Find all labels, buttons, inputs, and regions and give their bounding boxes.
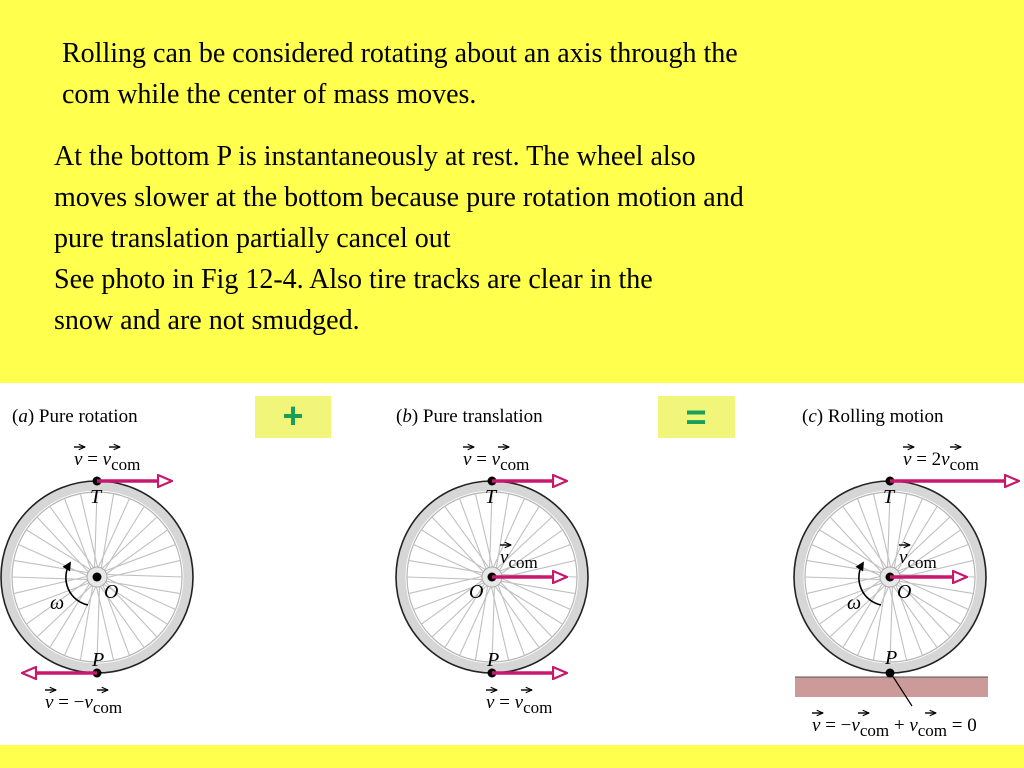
label-O-c: O (897, 581, 912, 603)
wheel-spoke (64, 498, 91, 570)
center-velocity-label-c: vcom (899, 547, 937, 572)
panel-pure-translation (396, 406, 588, 717)
intro-paragraph (62, 33, 738, 115)
label-O-a: O (104, 581, 119, 603)
label-P-b: P (487, 649, 500, 671)
label-O-b: O (469, 581, 484, 603)
intro-line-2: com while the center of mass moves. (62, 79, 477, 110)
rolling-motion-figure (0, 383, 1024, 745)
explanation-line-1: At the bottom P is instantaneously at rest. The wheel also (54, 141, 696, 172)
rolling-bottom-equation: v = −vcom + vcom = 0 (812, 715, 977, 740)
explanation-paragraph (54, 136, 744, 341)
panel-b-title: (b) Pure translation (396, 406, 543, 427)
panel-pure-rotation (1, 406, 193, 717)
explanation-line-3: pure translation partially cancel out (54, 223, 451, 254)
label-P-a: P (92, 649, 105, 671)
ground-surface (795, 677, 988, 697)
panel-b-title-text: Pure translation (422, 406, 543, 427)
wheel-spoke (103, 544, 175, 571)
explanation-line-4: See photo in Fig 12-4. Also tire tracks are clear in the (54, 264, 653, 295)
equals-symbol: = (685, 396, 707, 437)
panel-c-letter: c (808, 406, 817, 427)
bottom-strip (0, 745, 1024, 768)
plus-symbol: + (282, 395, 304, 436)
label-omega-c: ω (847, 592, 862, 614)
bottom-velocity-label-b: v = vcom (486, 692, 553, 717)
top-velocity-label-a: v = vcom (74, 449, 141, 474)
panel-rolling-motion (794, 406, 1018, 740)
top-velocity-label-c: v = 2vcom (903, 449, 979, 474)
top-velocity-label-b: v = vcom (463, 449, 530, 474)
wheel-spoke (857, 498, 884, 570)
wheel-spoke (497, 583, 524, 655)
panel-b-letter: b (402, 406, 412, 427)
label-P-c: P (885, 647, 898, 669)
bottom-velocity-label-a: v = −vcom (45, 692, 123, 717)
center-velocity-label-b: vcom (500, 547, 538, 572)
panel-c-title-text: Rolling motion (827, 406, 944, 427)
label-T-c: T (883, 486, 895, 508)
center-point-a (93, 573, 102, 582)
equals-operator (658, 396, 735, 438)
explanation-line-5: snow and are not smudged. (54, 305, 360, 336)
panel-a-title-text: Pure rotation (38, 406, 138, 427)
label-omega-a: ω (50, 592, 65, 614)
panel-c-title: (c) Rolling motion (802, 406, 944, 427)
label-T-b: T (485, 486, 497, 508)
label-T-a: T (90, 486, 102, 508)
explanation-line-2: moves slower at the bottom because pure rotation motion and (54, 182, 744, 213)
intro-line-1: Rolling can be considered rotating about an axis through the (62, 38, 738, 69)
plus-operator (255, 395, 331, 438)
panel-a-title: (a) Pure rotation (12, 406, 138, 427)
panel-a-letter: a (18, 406, 28, 427)
figure-drawing (0, 383, 1024, 745)
wheel-spoke (459, 498, 486, 570)
